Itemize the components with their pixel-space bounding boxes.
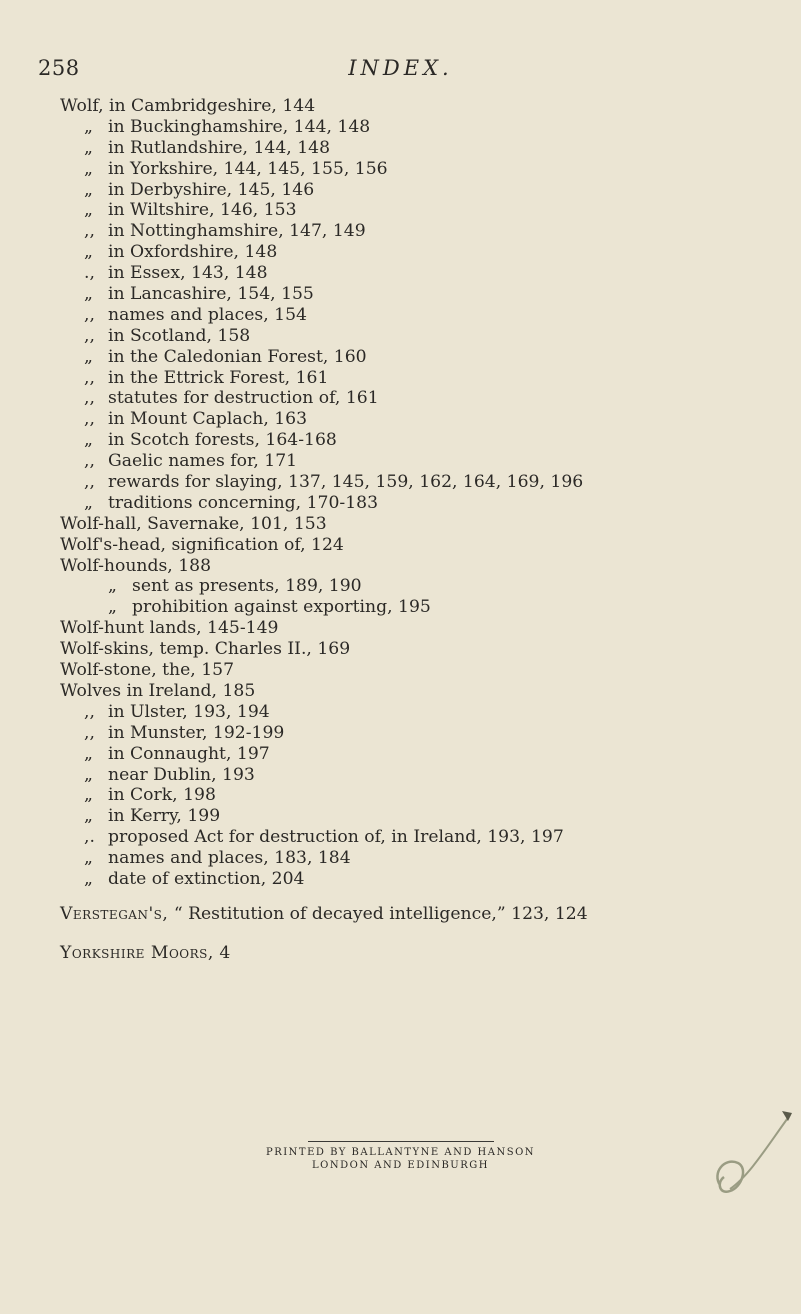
index-subentry	[60, 806, 795, 827]
index-entry-verstegan	[60, 904, 795, 925]
ditto-mark: „	[84, 743, 93, 764]
index-entry-yorkshire	[60, 943, 795, 964]
index-subentry	[60, 472, 795, 493]
entry-text: in Mount Caplach, 163	[108, 409, 308, 430]
index-entry	[60, 514, 795, 535]
entry-text: names and places, 154	[108, 304, 307, 325]
entry-text: names and places, 183, 184	[108, 848, 351, 869]
ditto-mark: „	[108, 576, 117, 597]
index-subentry	[60, 388, 795, 409]
ditto-mark: „	[84, 430, 93, 451]
ditto-mark: ,.	[84, 827, 95, 848]
entry-text: in Buckinghamshire, 144, 148	[108, 116, 371, 137]
index-subentry	[60, 430, 795, 451]
ditto-mark: „	[84, 284, 93, 305]
imprint-line-2: LONDON AND EDINBURGH	[312, 1160, 489, 1171]
entry-text: Wolf-stone, the, 157	[60, 660, 235, 681]
index-subentry	[60, 242, 795, 263]
ditto-mark: „	[84, 764, 93, 785]
index-subentry	[60, 180, 795, 201]
ditto-mark: ,,	[84, 722, 95, 743]
entry-text: date of extinction, 204	[108, 868, 305, 889]
printer-imprint	[0, 1141, 801, 1172]
ditto-mark: „	[84, 492, 93, 513]
entry-text: proposed Act for destruction of, in Ireland, 193, 197	[108, 827, 564, 848]
ditto-mark: ,,	[84, 472, 95, 493]
entry-text: in Kerry, 199	[108, 806, 221, 827]
ditto-mark: ,,	[84, 325, 95, 346]
entry-text: in Scotch forests, 164-168	[108, 430, 337, 451]
entry-text: sent as presents, 189, 190	[132, 576, 362, 597]
ditto-mark: „	[108, 597, 117, 618]
entry-text: 4	[213, 942, 231, 963]
entry-text: in Wiltshire, 146, 153	[108, 200, 297, 221]
index-subentry	[60, 723, 795, 744]
index-entry	[60, 639, 795, 660]
index-entry	[60, 535, 795, 556]
entry-text: in the Caledonian Forest, 160	[108, 346, 367, 367]
entry-text: in Scotland, 158	[108, 325, 251, 346]
entry-text: in Cork, 198	[108, 785, 216, 806]
entry-text: in Yorkshire, 144, 145, 155, 156	[108, 158, 388, 179]
ditto-mark: „	[84, 806, 93, 827]
index-subentry	[60, 221, 795, 242]
entry-text: statutes for destruction of, 161	[108, 388, 379, 409]
ditto-mark: .,	[84, 263, 95, 284]
index-subentry	[60, 138, 795, 159]
entry-text: Wolf's-head, signification of, 124	[60, 534, 344, 555]
index-subentry	[60, 117, 795, 138]
entry-text: Gaelic names for, 171	[108, 451, 298, 472]
page-number: 258	[38, 56, 80, 80]
index-subentry	[60, 284, 795, 305]
index-subentry	[60, 305, 795, 326]
entry-text: Wolves in Ireland, 185	[60, 680, 256, 701]
index-subentry	[60, 765, 795, 786]
index-subentry	[60, 869, 795, 890]
entry-text: in Derbyshire, 145, 146	[108, 179, 315, 200]
index-entries	[60, 96, 795, 964]
entry-text: “ Restitution of decayed intelligence,” 123, 124	[168, 903, 588, 924]
entry-text: Wolf, in Cambridgeshire, 144	[60, 96, 316, 116]
index-subentry	[60, 368, 795, 389]
entry-text: in Oxfordshire, 148	[108, 242, 278, 263]
ink-mark-icon	[708, 1105, 798, 1205]
ditto-mark: „	[84, 158, 93, 179]
index-entry	[60, 618, 795, 639]
index-subentry	[60, 263, 795, 284]
index-subentry	[60, 409, 795, 430]
entry-text: in Nottinghamshire, 147, 149	[108, 221, 366, 242]
index-subentry	[60, 827, 795, 848]
entry-text: Wolf-hunt lands, 145-149	[60, 618, 279, 639]
index-entry	[60, 681, 795, 702]
entry-text: in Lancashire, 154, 155	[108, 284, 314, 305]
ditto-mark: „	[84, 200, 93, 221]
ditto-mark: ,,	[84, 367, 95, 388]
entry-text: in Connaught, 197	[108, 743, 270, 764]
entry-text: near Dublin, 193	[108, 764, 255, 785]
ditto-mark: ,,	[84, 304, 95, 325]
ditto-mark: ,,	[84, 388, 95, 409]
index-subentry	[60, 702, 795, 723]
entry-text: Wolf-hounds, 188	[60, 555, 212, 576]
ditto-mark: ,,	[84, 221, 95, 242]
index-subentry	[60, 326, 795, 347]
index-entry	[60, 96, 795, 117]
index-subentry	[60, 347, 795, 368]
ditto-mark: „	[84, 785, 93, 806]
index-subentry	[60, 451, 795, 472]
entry-text: in Munster, 192-199	[108, 722, 285, 743]
ditto-mark: „	[84, 242, 93, 263]
ditto-mark: „	[84, 116, 93, 137]
entry-text: rewards for slaying, 137, 145, 159, 162, 164, 169, 196	[108, 472, 584, 493]
entry-text: Wolf-skins, temp. Charles II., 169	[60, 639, 351, 660]
index-subentry	[60, 848, 795, 869]
index-entry	[60, 556, 795, 577]
ditto-mark: „	[84, 346, 93, 367]
imprint-rule	[308, 1141, 494, 1142]
index-subentry	[60, 493, 795, 514]
index-subentry	[60, 785, 795, 806]
imprint-line-1: PRINTED BY BALLANTYNE AND HANSON	[265, 1147, 536, 1158]
ditto-mark: ,,	[84, 409, 95, 430]
index-subentry	[60, 159, 795, 180]
running-head: INDEX.	[348, 56, 453, 80]
ditto-mark: ,,	[84, 451, 95, 472]
ditto-mark: „	[84, 137, 93, 158]
entry-text: traditions concerning, 170-183	[108, 492, 379, 513]
entry-text: in Ulster, 193, 194	[108, 701, 270, 722]
entry-text: in Rutlandshire, 144, 148	[108, 137, 331, 158]
index-subentry	[60, 597, 795, 618]
ditto-mark: „	[84, 179, 93, 200]
entry-name: Verstegan's,	[60, 903, 169, 924]
entry-text: in Essex, 143, 148	[108, 263, 268, 284]
ditto-mark: ,,	[84, 701, 95, 722]
entry-name: Yorkshire Moors,	[60, 942, 214, 963]
index-subentry	[60, 200, 795, 221]
entry-text: in the Ettrick Forest, 161	[108, 367, 329, 388]
ditto-mark: „	[84, 868, 93, 889]
entry-text: prohibition against exporting, 195	[132, 597, 431, 618]
index-entry	[60, 660, 795, 681]
entry-text: Wolf-hall, Savernake, 101, 153	[60, 513, 327, 534]
index-subentry	[60, 744, 795, 765]
index-subentry	[60, 576, 795, 597]
ditto-mark: „	[84, 848, 93, 869]
